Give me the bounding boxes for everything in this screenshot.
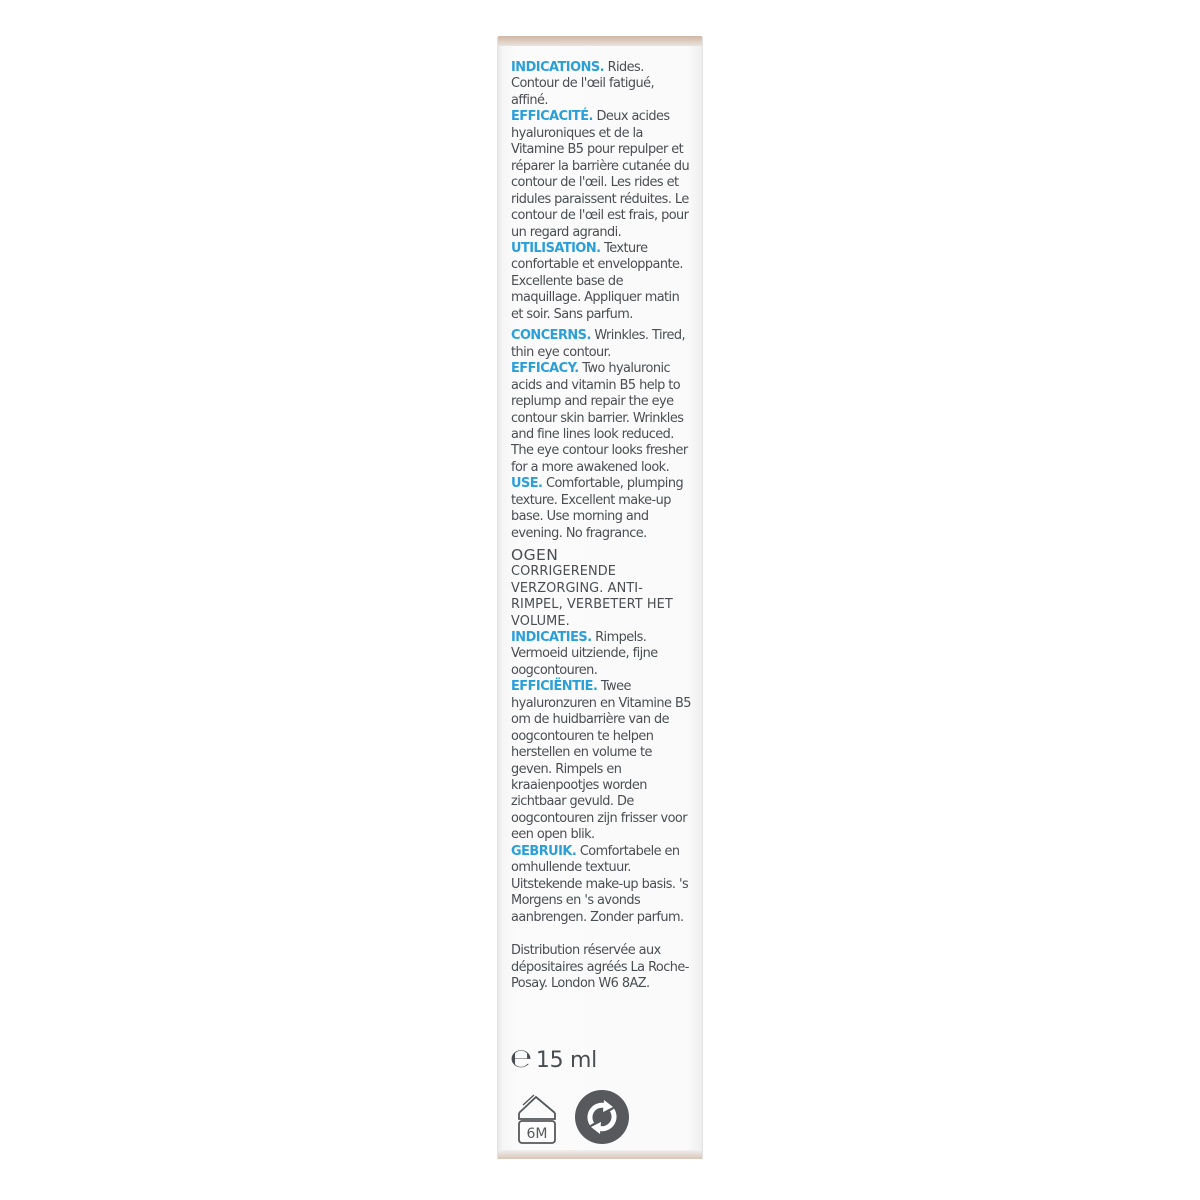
recycle-icon <box>573 1088 631 1146</box>
estimated-sign: ℮ <box>510 1044 532 1074</box>
nl-efficientie-heading: EFFICIËNTIE. <box>511 679 598 695</box>
fr-indications <box>511 60 691 109</box>
nl-efficientie-body: Twee hyaluronzuren en Vitamine B5 om de huidbarrière van de oogcontouren te helpen herstellen en volume te geven. Rimpels en kraaienpootjes worden zichtbaar gevuld. De oogcontouren zijn frisser voor een open blik. <box>511 679 691 843</box>
en-efficacy <box>511 361 691 476</box>
box-bottom-flap <box>498 1150 702 1159</box>
nl-subtitle: CORRIGERENDE VERZORGING. ANTI-RIMPEL, VERBETERT HET VOLUME. <box>511 564 673 629</box>
pao-label: 6M <box>526 1126 548 1142</box>
nl-efficientie <box>511 679 691 844</box>
distribution-note: Distribution réservée aux dépositaires agréés La Roche-Posay. London W6 8AZ. <box>511 943 689 992</box>
en-use-heading: USE. <box>511 476 543 492</box>
en-concerns-body: Wrinkles. Tired, thin eye contour. <box>511 328 686 360</box>
en-use-body: Comfortable, plumping texture. Excellent make-up base. Use morning and evening. No fragrance. <box>511 476 684 541</box>
en-use <box>511 476 691 542</box>
nl-indicaties <box>511 630 691 679</box>
fr-utilisation-heading: UTILISATION. <box>511 240 601 256</box>
en-efficacy-body: Two hyaluronic acids and vitamin B5 help to replump and repair the eye contour skin barrier. Wrinkles and fine lines look reduced. The eye contour looks fresher for a more awakened look. <box>511 361 688 475</box>
box-top-flap <box>498 36 702 46</box>
en-concerns-heading: CONCERNS. <box>511 328 591 344</box>
net-volume <box>510 1044 597 1074</box>
en-concerns <box>511 328 691 361</box>
nl-indicaties-heading: INDICATIES. <box>511 629 592 645</box>
nl-gebruik-body: Comfortabele en omhullende textuur. Uitstekende make-up basis. 's Morgens en 's avonds aanbrengen. Zonder parfum. <box>511 843 689 925</box>
nl-title: OGEN <box>511 546 559 565</box>
fr-efficacite-body: Deux acides hyaluroniques et de la Vitamine B5 pour repulper et réparer la barrière cutanée du contour de l'œil. Les rides et ridules paraissent réduites. Le contour de l'œil est frais, pour un regard agrandi. <box>511 109 690 240</box>
fr-utilisation-body: Texture confortable et enveloppante. Excellente base de maquillage. Appliquer matin et soir. Sans parfum. <box>511 240 683 322</box>
volume-amount: 15 ml <box>535 1048 597 1073</box>
nl-gebruik-heading: GEBRUIK. <box>511 843 577 859</box>
nl-indicaties-body: Rimpels. Vermoeid uitziende, fijne oogcontouren. <box>511 629 658 678</box>
fr-indications-heading: INDICATIONS. <box>511 60 605 75</box>
fr-utilisation <box>511 241 691 323</box>
label-text-panel <box>511 60 691 992</box>
nl-gebruik <box>511 844 691 926</box>
fr-indications-body: Rides. Contour de l'œil fatigué, affiné. <box>511 60 655 108</box>
fr-efficacite <box>511 109 691 241</box>
en-efficacy-heading: EFFICACY. <box>511 361 579 377</box>
period-after-opening-icon <box>514 1083 560 1147</box>
fr-efficacite-heading: EFFICACITÉ. <box>511 109 593 125</box>
